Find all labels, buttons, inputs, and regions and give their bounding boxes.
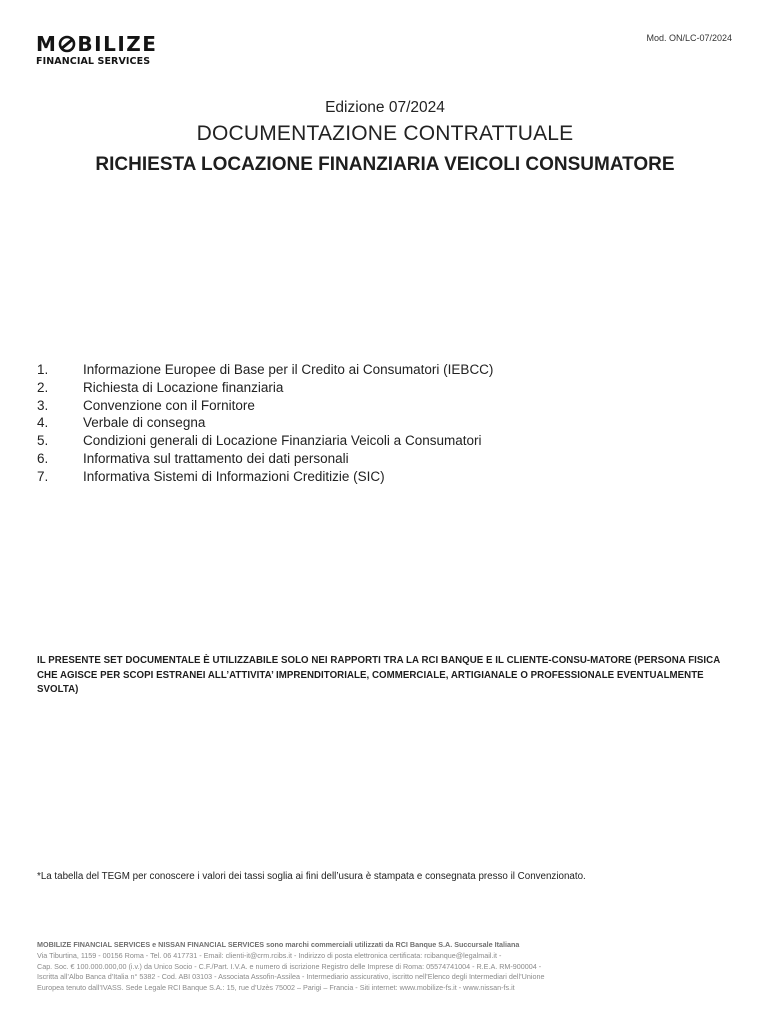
list-item-number: 7. <box>37 468 49 484</box>
legal-line: Via Tiburtina, 1159 - 00156 Roma - Tel. 06 417731 - Email: clienti-it@crm.rcibs.it - Indirizzo di posta elettronica certificata: rcibanque@legalmail.it - <box>37 950 502 960</box>
list-item-number: 5. <box>37 433 49 449</box>
list-item <box>37 397 493 415</box>
list-item-number: 2. <box>37 379 49 395</box>
document-title: DOCUMENTAZIONE CONTRATTUALE <box>196 122 574 145</box>
legal-line: Cap. Soc. € 100.000.000,00 (i.v.) da Unico Socio - C.F./Part. I.V.A. e numero di iscrizione Registro delle Imprese di Roma: 05574741004 - R.E.A. RM-900004 - <box>37 961 542 971</box>
list-item <box>37 361 493 379</box>
list-item-text: Verbale di consegna <box>83 415 206 431</box>
company-logo <box>36 33 157 67</box>
legal-line: Europea tenuto dall’IVASS. Sede Legale RCI Banque S.A.: 15, rue d’Uzès 75002 – Parigi – Francia - Siti internet: www.mobilize-fs.it - www.nissan-fs.it <box>37 983 515 993</box>
edition-label: Edizione 07/2024 <box>325 99 445 116</box>
logo-letters-right: BILIZE <box>77 32 158 56</box>
list-item-number: 3. <box>37 397 49 413</box>
logo-letters-left: M <box>36 32 58 56</box>
list-item-text: Richiesta di Locazione finanziaria <box>83 379 284 395</box>
legal-footer <box>37 940 734 994</box>
list-item-text: Informativa Sistemi di Informazioni Creditizie (SIC) <box>83 468 385 484</box>
list-item <box>37 432 493 450</box>
list-item-text: Condizioni generali di Locazione Finanziaria Veicoli a Consumatori <box>83 433 482 449</box>
contents-list <box>37 361 493 486</box>
list-item <box>37 468 493 486</box>
legal-line: Iscritta all’Albo Banca d’Italia n° 5382 - Cod. ABI 03103 - Associata Assofin-Assilea - Intermediario assicurativo, iscritto nell’Elenco degli Intermediari dell’Unione <box>37 972 545 982</box>
logo-o-symbol-icon <box>58 35 76 53</box>
list-item <box>37 379 493 397</box>
document-subtitle: RICHIESTA LOCAZIONE FINANZIARIA VEICOLI CONSUMATORE <box>95 154 675 175</box>
usage-notice: IL PRESENTE SET DOCUMENTALE È UTILIZZABILE SOLO NEI RAPPORTI TRA LA RCI BANQUE E IL CLIENTE-CONSU-MATORE (PERSONA FISICA CHE AGISCE PER SCOPI ESTRANEI ALL’ATTIVITA’ IMPRENDITORIALE, COMMERCIALE, ARTIGIANALE O PROFESSIONALE EVENTUALMENTE SVOLTA) <box>37 655 720 695</box>
list-item-number: 6. <box>37 450 49 466</box>
list-item-text: Informativa sul trattamento dei dati personali <box>83 450 349 466</box>
list-item <box>37 414 493 432</box>
logo-wordmark <box>36 33 157 55</box>
list-item-number: 1. <box>37 362 49 377</box>
logo-subtitle: FINANCIAL SERVICES <box>36 56 151 67</box>
document-code: Mod. ON/LC-07/2024 <box>646 33 732 43</box>
list-item-text: Informazione Europee di Base per il Credito ai Consumatori (IEBCC) <box>83 362 494 377</box>
list-item-text: Convenzione con il Fornitore <box>83 397 255 413</box>
list-item <box>37 450 493 468</box>
legal-brand-line: MOBILIZE FINANCIAL SERVICES e NISSAN FINANCIAL SERVICES sono marchi commerciali utilizzati da RCI Banque S.A. Succursale Italiana <box>37 940 520 949</box>
list-item-number: 4. <box>37 415 49 431</box>
tegm-footnote: *La tabella del TEGM per conoscere i valori dei tassi soglia ai fini dell’usura è stampata e consegnata presso il Convenzionato. <box>37 871 586 882</box>
